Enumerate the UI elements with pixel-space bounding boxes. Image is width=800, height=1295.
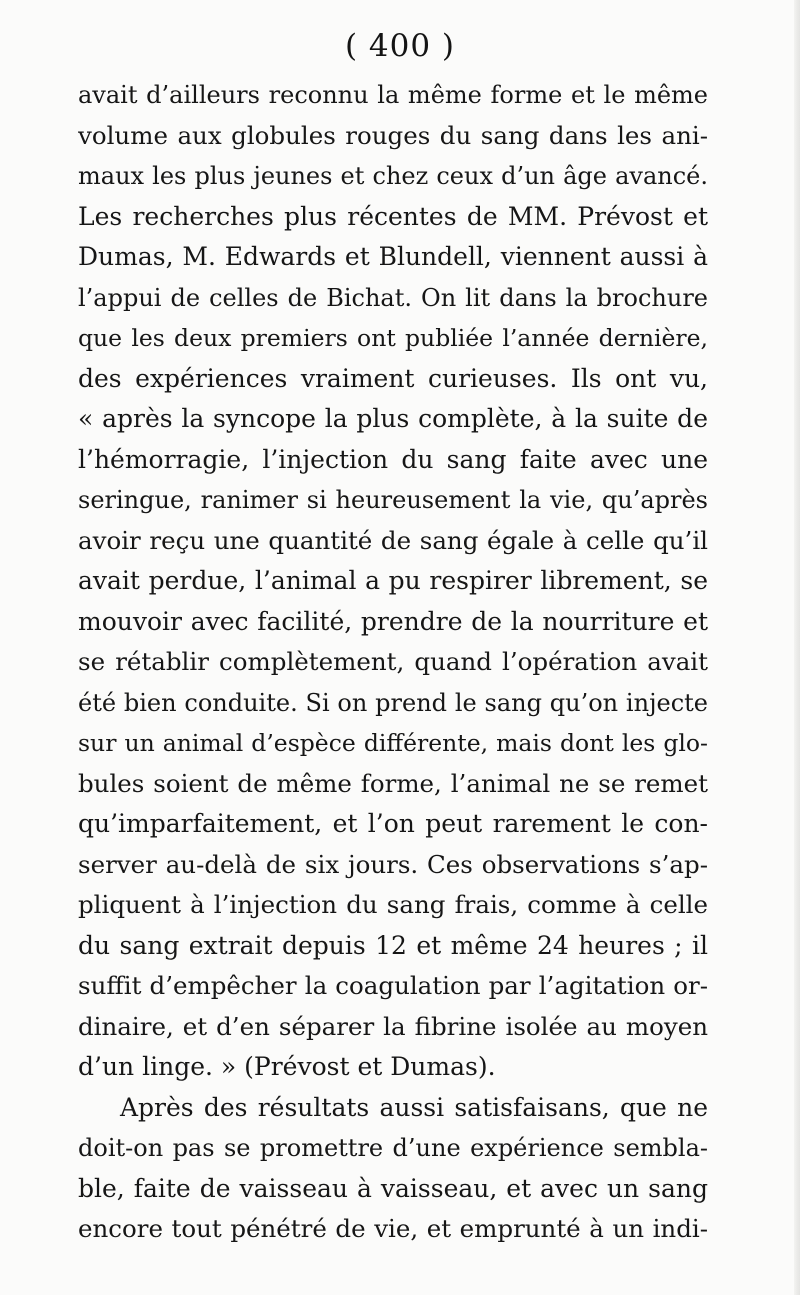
text-line: avait d’ailleurs reconnu la même forme et le même	[78, 81, 708, 109]
text-line: doit-on pas se promettre d’une expérience sembla-	[78, 1134, 708, 1162]
text-line: ble, faite de vaisseau à vaisseau, et avec un sang	[78, 1173, 708, 1203]
text-line: suffit d’empêcher la coagulation par l’agitation or-	[78, 971, 708, 1000]
text-line: volume aux globules rouges du sang dans les ani-	[78, 120, 708, 150]
page-edge-shadow	[794, 0, 800, 1295]
text-line: Les recherches plus récentes de MM. Prévost et	[78, 201, 708, 231]
text-line: encore tout pénétré de vie, et emprunté à un indi-	[78, 1214, 708, 1243]
text-line: des expériences vraiment curieuses. Ils ont vu,	[78, 363, 708, 393]
paragraph-1	[78, 75, 708, 1088]
text-line: maux les plus jeunes et chez ceux d’un âge avancé.	[78, 162, 708, 190]
text-line: bules soient de même forme, l’animal ne se remet	[78, 768, 708, 798]
text-line: server au-delà de six jours. Ces observations s’ap-	[78, 849, 708, 879]
text-line: qu’imparfaitement, et l’on peut rarement le con-	[78, 809, 708, 838]
text-line: que les deux premiers ont publiée l’année dernière,	[78, 324, 708, 352]
text-line: avait perdue, l’animal a pu respirer librement, se	[78, 566, 708, 595]
text-line: été bien conduite. Si on prend le sang qu’on injecte	[78, 688, 708, 717]
page-number: ( 400 )	[344, 28, 456, 64]
body-text	[78, 75, 708, 1250]
text-line: avoir reçu une quantité de sang égale à celle qu’il	[78, 525, 708, 555]
text-line: dinaire, et d’en séparer la fibrine isolée au moyen	[78, 1011, 708, 1041]
paragraph-2	[78, 1088, 708, 1250]
text-line: seringue, ranimer si heureusement la vie, qu’après	[78, 486, 708, 514]
text-line: du sang extrait depuis 12 et même 24 heures ; il	[78, 930, 708, 960]
text-line: d’un linge. » (Prévost et Dumas).	[78, 1052, 496, 1081]
text-line: se rétablir complètement, quand l’opération avait	[78, 647, 708, 676]
text-line: mouvoir avec facilité, prendre de la nourriture et	[78, 606, 708, 636]
text-line: Après des résultats aussi satisfaisans, que ne	[120, 1092, 708, 1122]
text-line: l’appui de celles de Bichat. On lit dans la brochure	[78, 283, 708, 312]
text-line: pliquent à l’injection du sang frais, comme à celle	[78, 890, 708, 919]
text-line: l’hémorragie, l’injection du sang faite avec une	[78, 444, 708, 474]
text-line: sur un animal d’espèce différente, mais dont les glo-	[78, 729, 708, 757]
text-line: « après la syncope la plus complète, à la suite de	[78, 404, 708, 433]
text-line: Dumas, M. Edwards et Blundell, viennent aussi à	[78, 242, 708, 271]
